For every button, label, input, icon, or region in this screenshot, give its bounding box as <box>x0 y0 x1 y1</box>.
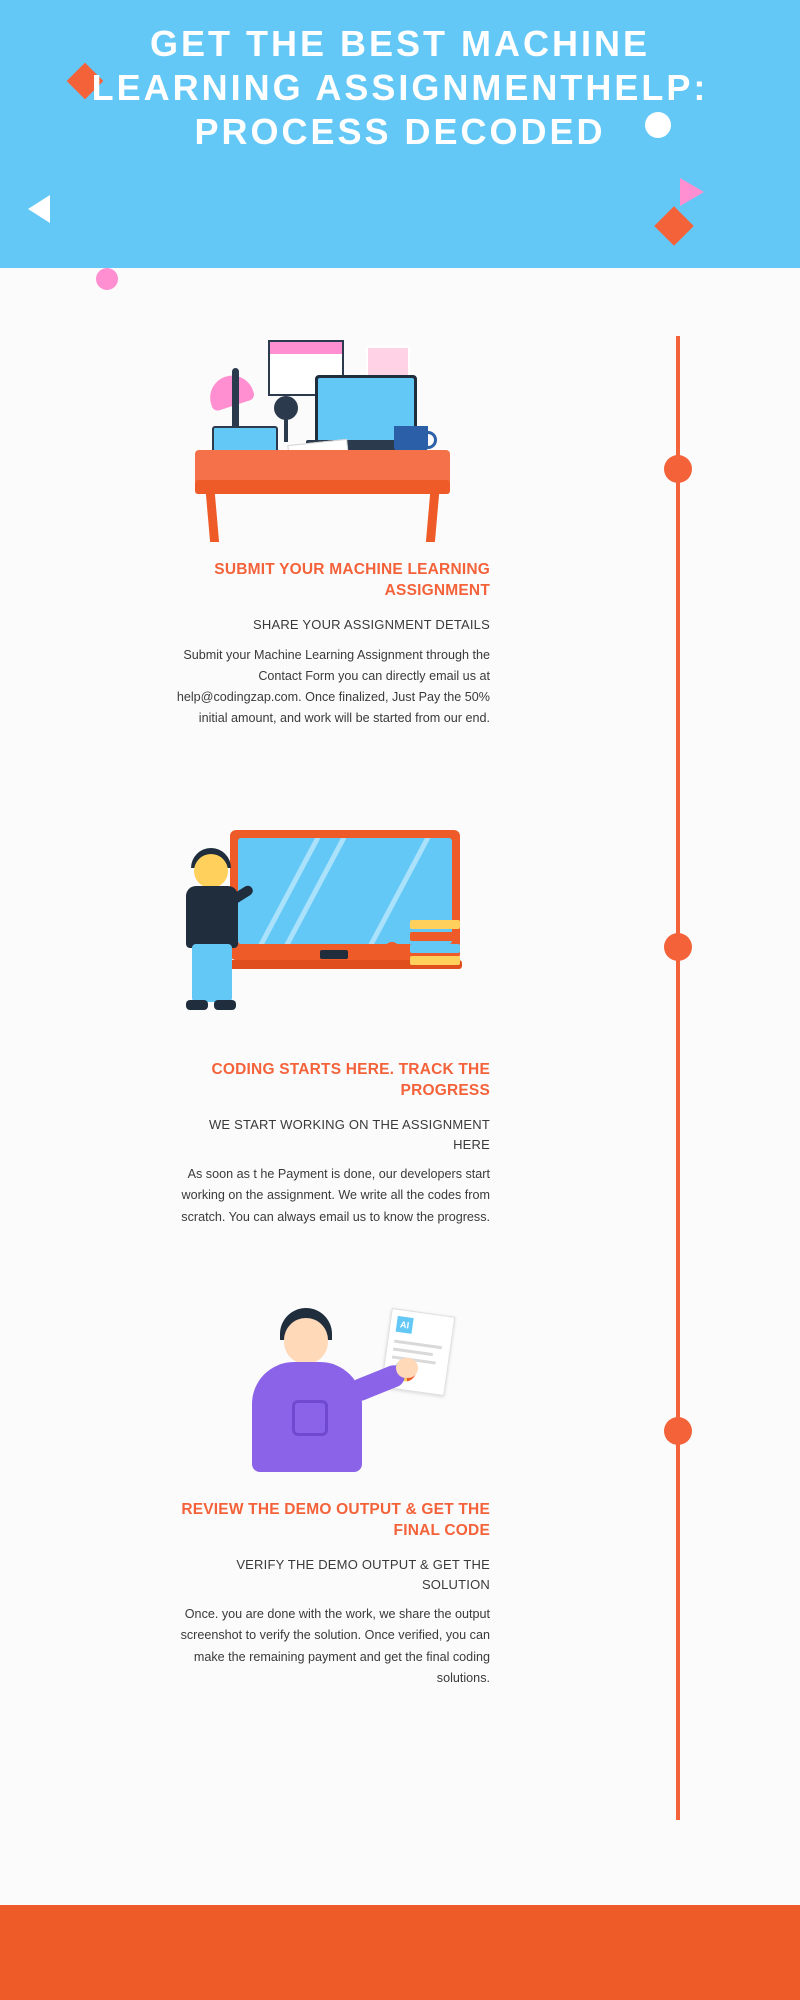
person-head-icon <box>284 1318 328 1364</box>
eraser-icon <box>320 950 348 959</box>
person-shoe-right-icon <box>214 1000 236 1010</box>
step-2-body: As soon as t he Payment is done, our developers start working on the assignment. We write all the codes from scratch. You can always email us to know the progress. <box>181 1167 490 1224</box>
timeline-node-2 <box>664 933 692 961</box>
globe-icon <box>274 396 298 420</box>
orange-diamond-icon-2 <box>654 206 694 246</box>
person-head-icon <box>194 854 228 888</box>
step-2-subheading: WE START WORKING ON THE ASSIGNMENT HERE <box>208 1117 490 1152</box>
step-3-subheading: VERIFY THE DEMO OUTPUT & GET THE SOLUTION <box>236 1557 490 1592</box>
lamp-head-icon <box>204 370 255 412</box>
globe-pole-icon <box>284 418 288 442</box>
step-1-subheading: SHARE YOUR ASSIGNMENT DETAILS <box>253 617 490 633</box>
teacher-whiteboard-illustration <box>170 820 490 1060</box>
person-holding-report-illustration <box>170 1300 490 1500</box>
desk-workspace-illustration <box>170 330 490 560</box>
document-tag-label: AI <box>396 1316 414 1334</box>
timeline-node-1 <box>664 455 692 483</box>
timeline-node-3 <box>664 1417 692 1445</box>
books-stack-icon <box>410 920 460 960</box>
step-1-heading: SUBMIT YOUR MACHINE LEARNING ASSIGNMENT <box>214 561 490 599</box>
person-pocket-icon <box>292 1400 328 1436</box>
pink-triangle-icon <box>680 178 704 206</box>
page-title: GET THE BEST MACHINE LEARNING ASSIGNMENTHELP: PROCESS DECODED <box>91 23 709 152</box>
desk-edge <box>195 480 450 494</box>
apple-icon <box>384 942 400 958</box>
person-legs-icon <box>192 944 232 1002</box>
step-2-heading: CODING STARTS HERE. TRACK THE PROGRESS <box>211 1061 490 1099</box>
person-hand-icon <box>396 1358 418 1378</box>
step-3-body: Once. you are done with the work, we share the output screenshot to verify the solution. Once verified, you can make the remaining payment and get the final coding solutions. <box>180 1607 490 1685</box>
step-block-2 <box>170 820 490 1228</box>
person-shoe-left-icon <box>186 1000 208 1010</box>
step-block-1 <box>170 330 490 729</box>
footer-bar <box>0 1905 800 2000</box>
step-3-heading: REVIEW THE DEMO OUTPUT & GET THE FINAL CODE <box>181 1501 490 1539</box>
timeline-track <box>676 336 680 1820</box>
desk-leg-left <box>206 494 219 542</box>
desk-surface <box>195 450 450 482</box>
header-banner <box>0 0 800 268</box>
step-block-3 <box>170 1300 490 1689</box>
white-triangle-icon <box>28 195 50 223</box>
step-1-body: Submit your Machine Learning Assignment through the Contact Form you can directly email us at help@codingzap.com. Once finalized, Just Pay the 50% initial amount, and work will be started from our end. <box>176 647 490 726</box>
pink-circle-icon <box>96 268 118 290</box>
desk-leg-right <box>426 494 439 542</box>
